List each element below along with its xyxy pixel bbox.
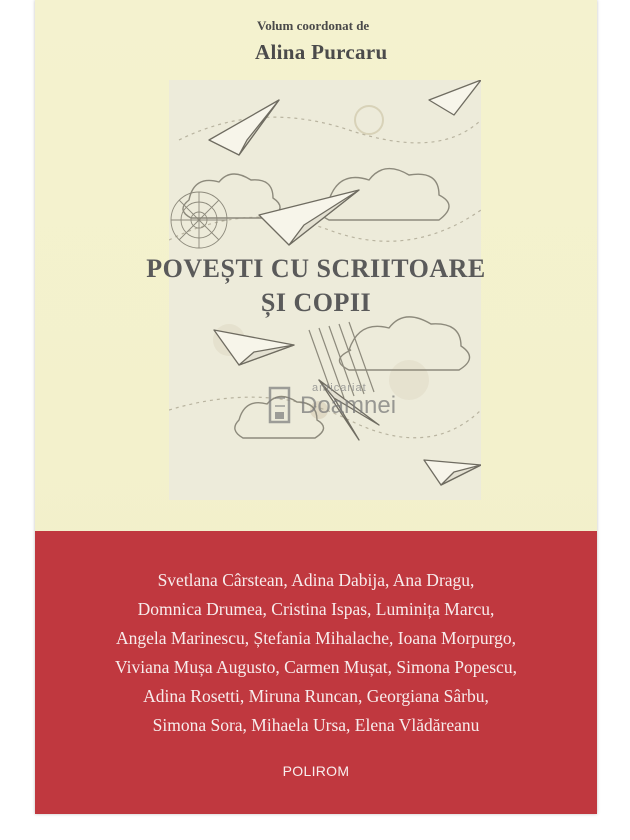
authors-line: Viviana Mușa Augusto, Carmen Mușat, Simona Popescu,	[115, 657, 517, 677]
authors-line: Angela Marinescu, Ștefania Mihalache, Ioana Morpurgo,	[115, 628, 517, 648]
authors-band	[35, 531, 597, 814]
book-title	[35, 252, 597, 320]
authors-list	[35, 566, 597, 740]
coordinator-label: Volum coordonat de	[257, 18, 370, 33]
watermark-icon	[267, 384, 297, 426]
publisher-name: POLIROM	[282, 763, 350, 779]
watermark-main-text: Doamnei	[300, 392, 397, 419]
title-line-2: ȘI COPII	[260, 288, 372, 317]
authors-line: Simona Sora, Mihaela Ursa, Elena Vlădăreanu	[152, 715, 480, 735]
authors-line: Domnica Drumea, Cristina Ispas, Luminița Marcu,	[137, 599, 495, 619]
watermark-small-text: anticariat	[312, 382, 367, 394]
authors-line: Svetlana Cârstean, Adina Dabija, Ana Dragu,	[157, 570, 475, 590]
web-pattern	[171, 192, 227, 248]
coordinator-name: Alina Purcaru	[255, 40, 388, 64]
book-cover	[35, 0, 597, 814]
title-line-1: POVEȘTI CU SCRIITOARE	[146, 254, 486, 283]
watermark	[267, 382, 407, 430]
authors-line: Adina Rosetti, Miruna Runcan, Georgiana Sârbu,	[143, 686, 489, 706]
